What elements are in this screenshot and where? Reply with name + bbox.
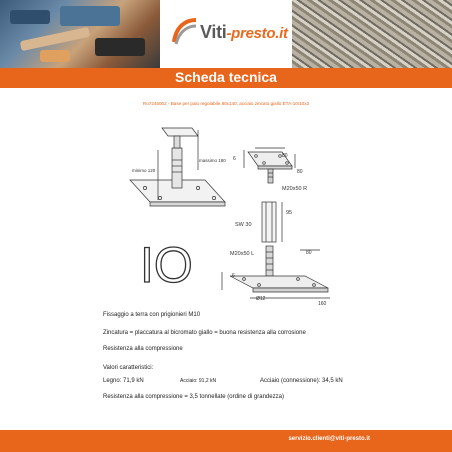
technical-drawing bbox=[0, 110, 452, 310]
swoosh-logo-icon bbox=[172, 16, 198, 46]
big-io-label: IO bbox=[140, 237, 193, 293]
values-title: Valori caratteristici: bbox=[103, 365, 154, 371]
dim-6-top: 6 bbox=[233, 156, 236, 162]
compression-tonnage: Resistenza alla compressione = 3,5 tonnellate (ordine di grandezza) bbox=[103, 394, 284, 400]
support-email[interactable]: servizio.clienti@viti-presto.it bbox=[288, 436, 370, 442]
product-subtitle: Ro7245002 - Base per palo regolabile 80x140, acciaio zincato giallo ETA-10/10x3 bbox=[142, 101, 310, 106]
thread-left: M20x50 L bbox=[230, 251, 255, 257]
dim-min: minimo 120 bbox=[132, 168, 156, 173]
brand-domain: -presto.it bbox=[226, 25, 288, 42]
tools-photo bbox=[0, 0, 160, 68]
compression-text: Resistenza alla compressione bbox=[103, 346, 183, 352]
header bbox=[0, 0, 452, 68]
brand-name bbox=[200, 22, 288, 43]
dim-max: massimo 180 bbox=[199, 158, 226, 163]
dim-95: 95 bbox=[286, 210, 293, 216]
dim-6-bottom: 6 bbox=[232, 273, 235, 279]
footer-bar bbox=[0, 430, 452, 452]
base-plate-assembly bbox=[130, 128, 225, 206]
dim-160: 160 bbox=[318, 301, 327, 307]
page-title: Scheda tecnica bbox=[175, 69, 277, 85]
hex-nut-sleeve bbox=[262, 202, 282, 242]
dim-80-top-a: 80 bbox=[282, 153, 288, 159]
dim-sw30: SW 30 bbox=[235, 222, 252, 228]
brand-main: Viti bbox=[200, 22, 227, 42]
galvanizing-text: Zincatura = placcatura al bicromato giallo = buona resistenza alla corrosione bbox=[103, 330, 306, 336]
title-banner bbox=[0, 68, 452, 88]
dim-hole: Ø12 bbox=[256, 296, 266, 302]
value-steel: Acciaio: 91,2 kN bbox=[180, 378, 217, 384]
dim-80-bottom: 80 bbox=[306, 250, 312, 256]
fixing-text: Fissaggio a terra con prigionieri M10 bbox=[103, 312, 201, 318]
value-wood: Legno: 71,9 kN bbox=[103, 378, 144, 384]
brand-logo bbox=[160, 0, 292, 68]
value-steel-connection: Acciaio (connessione): 34,5 kN bbox=[260, 378, 343, 384]
screws-photo bbox=[292, 0, 452, 68]
dim-80-top-b: 80 bbox=[297, 169, 303, 175]
thread-right: M20x50 R bbox=[282, 186, 308, 192]
